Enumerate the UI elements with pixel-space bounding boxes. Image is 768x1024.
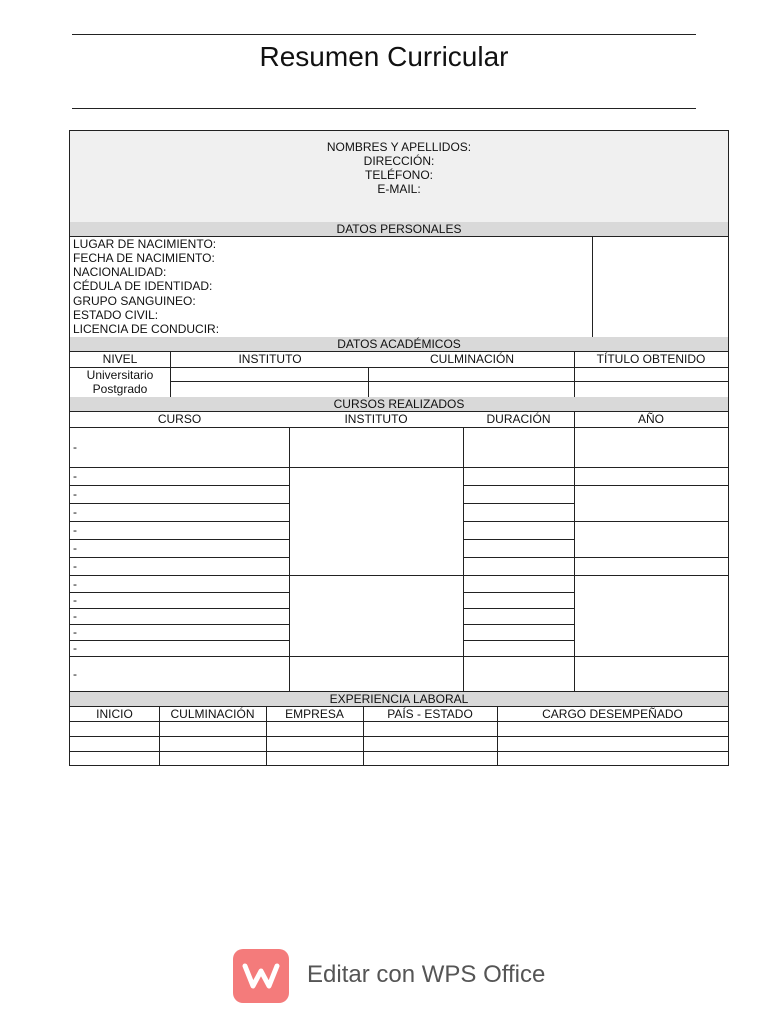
divider	[463, 624, 574, 625]
top-rule	[72, 34, 696, 35]
academic-row-postgrad: Postgrado	[92, 382, 148, 396]
exp-col-end: CULMINACIÓN	[170, 707, 255, 721]
courses-col-year: AÑO	[637, 412, 664, 426]
divider	[70, 751, 728, 752]
wps-logo-icon[interactable]	[233, 949, 289, 1003]
divider	[70, 521, 289, 522]
course-dash: -	[73, 523, 77, 537]
divider	[70, 485, 289, 486]
course-dash: -	[73, 440, 77, 454]
divider	[70, 503, 289, 504]
exp-col-country: PAÍS - ESTADO	[387, 707, 473, 721]
courses-col-institute: INSTITUTO	[344, 412, 408, 426]
course-dash: -	[73, 625, 77, 639]
divider	[463, 503, 574, 504]
courses-heading: CURSOS REALIZADOS	[333, 397, 465, 411]
divider	[70, 721, 728, 722]
divider	[70, 624, 289, 625]
divider	[463, 521, 728, 522]
exp-col-start: INICIO	[96, 707, 133, 721]
civil-status-label: ESTADO CIVIL:	[73, 308, 159, 322]
divider	[70, 427, 728, 428]
bottom-rule	[72, 108, 696, 109]
course-dash: -	[73, 593, 77, 607]
experience-heading: EXPERIENCIA LABORAL	[329, 692, 469, 706]
wps-w-mark-icon	[233, 949, 289, 1003]
course-dash: -	[73, 609, 77, 623]
phone-label: TELÉFONO:	[364, 168, 433, 182]
address-label: DIRECCIÓN:	[363, 154, 435, 168]
blood-type-label: GRUPO SANGUINEO:	[73, 294, 196, 308]
divider	[70, 575, 728, 576]
course-dash: -	[73, 559, 77, 573]
academic-heading: DATOS ACADÉMICOS	[337, 337, 461, 351]
exp-col-company: EMPRESA	[285, 707, 344, 721]
divider	[170, 381, 728, 382]
divider	[159, 706, 160, 765]
photo-box-divider	[592, 236, 593, 337]
divider	[463, 485, 728, 486]
nationality-label: NACIONALIDAD:	[73, 265, 167, 279]
divider	[70, 608, 289, 609]
id-label: CÉDULA DE IDENTIDAD:	[73, 279, 213, 293]
course-dash: -	[73, 577, 77, 591]
divider	[70, 539, 289, 540]
courses-col-course: CURSO	[157, 412, 202, 426]
divider	[70, 557, 289, 558]
course-dash: -	[73, 505, 77, 519]
course-dash: -	[73, 487, 77, 501]
academic-col-institute: INSTITUTO	[238, 352, 302, 366]
birthplace-label: LUGAR DE NACIMIENTO:	[73, 237, 217, 251]
names-label: NOMBRES Y APELLIDOS:	[326, 140, 472, 154]
courses-col-duration: DURACIÓN	[486, 412, 551, 426]
academic-row-university: Universitario	[86, 368, 154, 382]
divider	[463, 557, 728, 558]
course-dash: -	[73, 667, 77, 681]
divider	[170, 352, 171, 397]
email-label: E-MAIL:	[377, 182, 421, 196]
personal-heading: DATOS PERSONALES	[336, 222, 462, 236]
divider	[363, 706, 364, 765]
academic-col-level: NIVEL	[102, 352, 138, 366]
divider	[574, 411, 575, 427]
course-dash: -	[73, 469, 77, 483]
divider	[70, 640, 289, 641]
academic-col-title: TÍTULO OBTENIDO	[596, 352, 706, 366]
divider	[70, 592, 289, 593]
resume-form	[69, 130, 729, 766]
exp-col-position: CARGO DESEMPEÑADO	[542, 707, 683, 721]
divider	[70, 656, 728, 657]
divider	[497, 706, 498, 765]
divider	[266, 706, 267, 765]
divider	[368, 367, 369, 397]
course-dash: -	[73, 541, 77, 555]
edit-with-wps-link[interactable]: Editar con WPS Office	[307, 961, 546, 988]
course-dash: -	[73, 641, 77, 655]
divider	[463, 640, 574, 641]
divider	[463, 539, 574, 540]
divider	[463, 608, 574, 609]
license-label: LICENCIA DE CONDUCIR:	[73, 322, 220, 336]
divider	[574, 352, 575, 397]
divider	[70, 736, 728, 737]
divider	[463, 592, 574, 593]
birthdate-label: FECHA DE NACIMIENTO:	[73, 251, 215, 265]
academic-col-completion: CULMINACIÓN	[429, 352, 514, 366]
divider	[70, 467, 728, 468]
document-title: Resumen Curricular	[259, 41, 509, 72]
